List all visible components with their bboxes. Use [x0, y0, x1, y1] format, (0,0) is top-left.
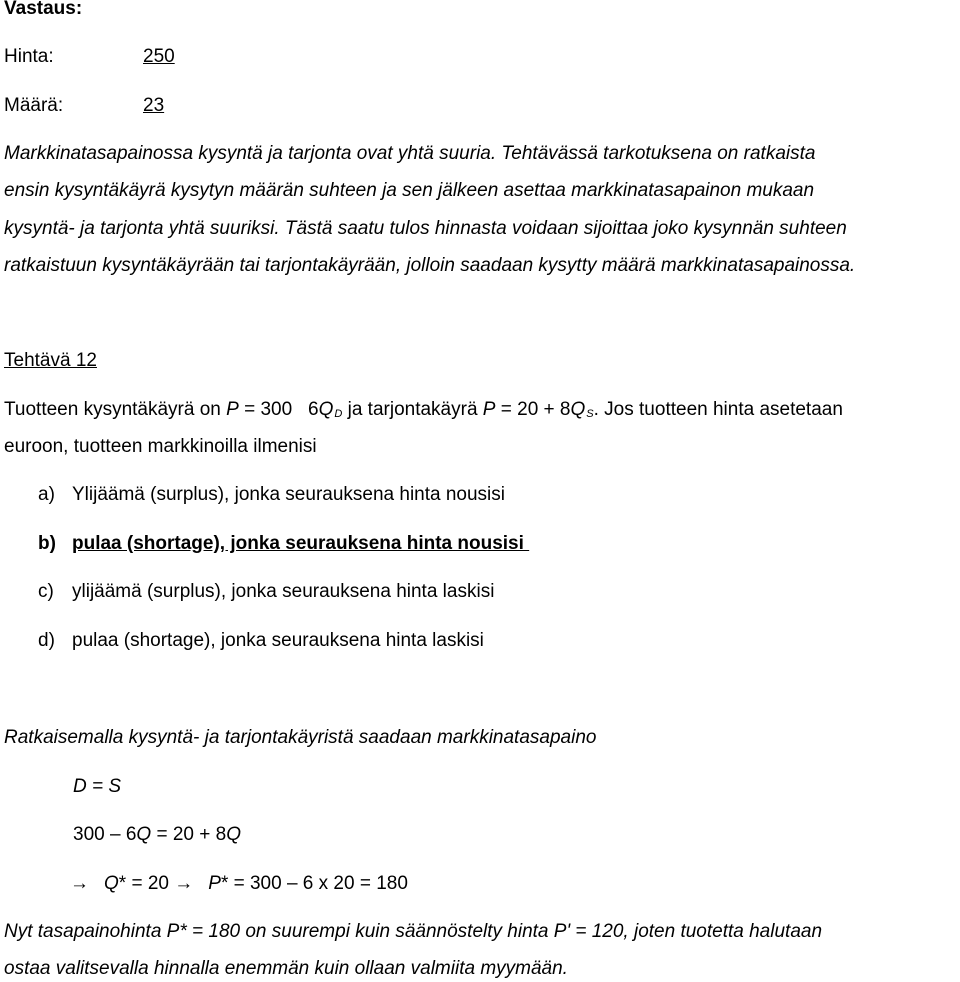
stmt-symbol-q: Q [318, 399, 334, 420]
option-d[interactable] [38, 630, 484, 652]
conclusion-line-2: ostaa valitsevalla hinnalla enemmän kuin ollaan valmiita myymään. [4, 958, 568, 979]
eq-symbol-q: Q [136, 824, 152, 845]
eq-text: * = 300 – 6 x 20 = 180 [220, 873, 408, 894]
option-letter: c) [38, 581, 54, 602]
eq-symbol-q: Q [226, 824, 241, 845]
option-letter: b) [38, 533, 56, 554]
stmt-symbol-q: Q [570, 399, 586, 420]
answer-heading: Vastaus: [4, 0, 83, 19]
stmt-text-2: = 300 6 [238, 399, 319, 420]
eq-text: * = 20 [118, 873, 175, 894]
task-statement-line-2: euroon, tuotteen markkinoilla ilmenisi [4, 436, 317, 457]
stmt-text-4: = 20 + 8 [495, 399, 571, 420]
option-c[interactable] [38, 581, 494, 603]
right-arrow-icon: → [70, 873, 89, 894]
conclusion-line-1: Nyt tasapainohinta P* = 180 on suurempi kuin säännöstelty hinta P' = 120, joten tuotetta halutaan [4, 921, 823, 942]
task-statement-line-1 [4, 399, 843, 425]
quantity-label: Määrä: [4, 95, 64, 116]
stmt-symbol-p: P [226, 399, 239, 420]
option-b-selected[interactable] [38, 533, 529, 555]
option-text: pulaa (shortage), jonka seurauksena hinta nousisi [72, 533, 530, 554]
task-title: Tehtävä 12 [4, 350, 97, 371]
explanation-line-3: kysyntä- ja tarjonta yhtä suuriksi. Tästä saatu tulos hinnasta voidaan sijoittaa joko kysynnän suhteen [4, 218, 847, 239]
stmt-text-3: ja tarjontakäyrä [342, 399, 483, 420]
option-text: pulaa (shortage), jonka seurauksena hinta laskisi [72, 630, 484, 651]
right-arrow-icon: → [174, 873, 194, 894]
explanation-line-1: Markkinatasapainossa kysyntä ja tarjonta ovat yhtä suuria. Tehtävässä tarkotuksena on ratkaista [4, 143, 816, 164]
option-letter: d) [38, 630, 55, 651]
eq-text: = 20 + 8 [151, 824, 227, 845]
solution-intro: Ratkaisemalla kysyntä- ja tarjontakäyristä saadaan markkinatasapaino [4, 727, 597, 748]
stmt-subscript-d: D [334, 408, 343, 420]
price-row [4, 46, 304, 68]
price-label: Hinta: [4, 46, 54, 67]
price-value: 250 [143, 46, 175, 67]
explanation-line-2: ensin kysyntäkäyrä kysytyn määrän suhteen ja sen jälkeen asettaa markkinatasapainon mukaan [4, 180, 815, 201]
eq-text: 300 – 6 [73, 824, 137, 845]
quantity-value: 23 [143, 95, 165, 116]
option-letter: a) [38, 484, 55, 505]
eq-symbol-q: Q [104, 873, 119, 894]
equation-setup [73, 824, 241, 846]
option-a[interactable] [38, 484, 505, 506]
stmt-symbol-p: P [482, 399, 496, 420]
equation-d-equals-s: D = S [73, 776, 122, 797]
stmt-text-1: Tuotteen kysyntäkäyrä on [4, 399, 227, 420]
quantity-row [4, 95, 304, 117]
eq-symbol-p: P [208, 873, 221, 894]
equation-result [70, 873, 408, 895]
option-text: Ylijäämä (surplus), jonka seurauksena hinta nousisi [72, 484, 506, 505]
stmt-text-5: . Jos tuotteen hinta asetetaan [593, 399, 843, 420]
explanation-line-4: ratkaistuun kysyntäkäyrään tai tarjontakäyrään, jolloin saadaan kysytty määrä markkinatasapainossa. [4, 255, 856, 276]
stmt-subscript-s: S [586, 408, 594, 420]
option-text: ylijäämä (surplus), jonka seurauksena hinta laskisi [72, 581, 495, 602]
